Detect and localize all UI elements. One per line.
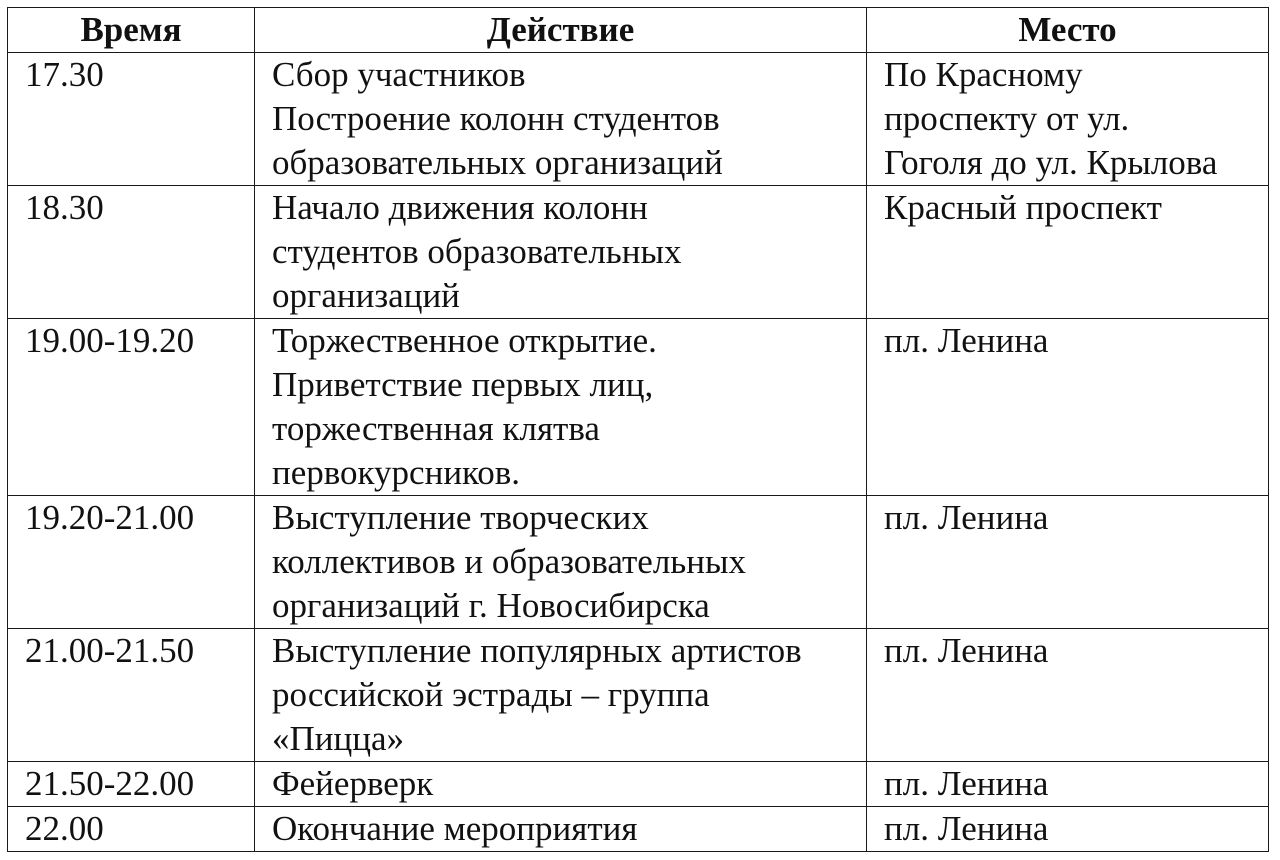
header-action: Действие xyxy=(255,8,867,53)
place-line: проспекту от ул. xyxy=(884,99,1130,138)
action-line: Торжественное открытие. xyxy=(272,321,657,360)
action-line: Построение колонн студентов xyxy=(272,99,720,138)
place-line: пл. Ленина xyxy=(884,764,1049,803)
schedule-body xyxy=(8,53,1269,852)
place-line: пл. Ленина xyxy=(884,631,1049,670)
action-line: российской эстрады – группа xyxy=(272,675,710,714)
table-row xyxy=(8,53,1269,186)
action-cell xyxy=(255,53,867,186)
time-cell: 19.20-21.00 xyxy=(8,496,255,629)
action-cell xyxy=(255,807,867,852)
time-cell: 18.30 xyxy=(8,186,255,319)
action-line: коллективов и образовательных xyxy=(272,542,747,581)
action-line: Приветствие первых лиц, xyxy=(272,365,654,404)
place-line: Гоголя до ул. Крылова xyxy=(884,143,1218,182)
place-cell xyxy=(867,186,1269,319)
place-line: пл. Ленина xyxy=(884,321,1049,360)
place-line: Красный проспект xyxy=(884,188,1162,227)
header-time: Время xyxy=(8,8,255,53)
table-row xyxy=(8,762,1269,807)
place-cell xyxy=(867,629,1269,762)
place-cell xyxy=(867,496,1269,629)
action-line: Фейерверк xyxy=(272,764,434,803)
table-row xyxy=(8,186,1269,319)
time-cell: 21.50-22.00 xyxy=(8,762,255,807)
action-line: образовательных организаций xyxy=(272,143,723,182)
action-cell xyxy=(255,186,867,319)
time-cell: 19.00-19.20 xyxy=(8,319,255,496)
action-line: Выступление творческих xyxy=(272,498,649,537)
action-cell xyxy=(255,496,867,629)
place-cell xyxy=(867,762,1269,807)
place-line: По Красному xyxy=(884,55,1083,94)
header-place: Место xyxy=(867,8,1269,53)
time-cell: 21.00-21.50 xyxy=(8,629,255,762)
action-line: торжественная клятва xyxy=(272,409,600,448)
table-row xyxy=(8,807,1269,852)
header-row xyxy=(8,8,1269,53)
place-cell xyxy=(867,53,1269,186)
table-row xyxy=(8,319,1269,496)
action-line: первокурсников. xyxy=(272,453,521,492)
document-page xyxy=(7,7,1268,852)
action-line: Выступление популярных артистов xyxy=(272,631,802,670)
place-cell xyxy=(867,807,1269,852)
action-cell xyxy=(255,762,867,807)
action-line: студентов образовательных xyxy=(272,232,682,271)
action-line: Сбор участников xyxy=(272,55,526,94)
action-line: Начало движения колонн xyxy=(272,188,648,227)
table-row xyxy=(8,629,1269,762)
action-line: организаций г. Новосибирска xyxy=(272,586,710,625)
time-cell: 22.00 xyxy=(8,807,255,852)
place-cell xyxy=(867,319,1269,496)
place-line: пл. Ленина xyxy=(884,498,1049,537)
table-row xyxy=(8,496,1269,629)
action-line: организаций xyxy=(272,276,460,315)
time-cell: 17.30 xyxy=(8,53,255,186)
place-line: пл. Ленина xyxy=(884,809,1049,848)
action-cell xyxy=(255,319,867,496)
action-line: Окончание мероприятия xyxy=(272,809,638,848)
action-line: «Пицца» xyxy=(272,719,405,758)
schedule-table xyxy=(7,7,1269,852)
action-cell xyxy=(255,629,867,762)
